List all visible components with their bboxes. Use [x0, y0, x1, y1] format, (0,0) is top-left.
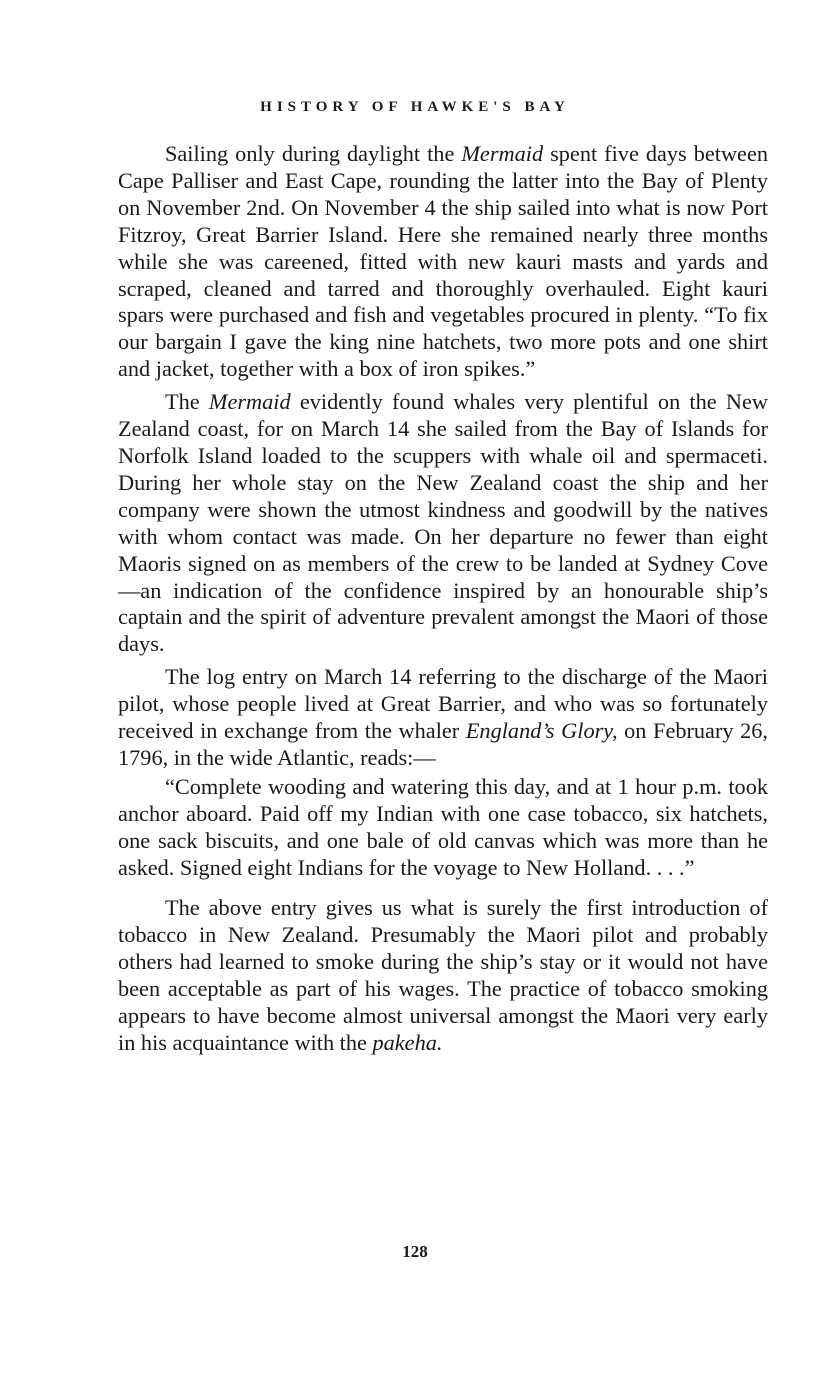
italic-text: pakeha.: [372, 1030, 443, 1055]
text-run: The: [165, 389, 209, 415]
text-run: spent five days between Cape Palliser and East Cape, rounding the latter into the Bay of Plenty on November 2nd. On November 4 the ship sailed into what is now Port Fitzroy, Great Barrier Island. Here she remained nearly three months while she was careened, fitted with new kauri masts and yards and scraped, cleaned and tarred and thoroughly overhauled. Eight kauri spars were purchased and fish and vegetables procured in plenty. “To fix our bargain I gave the king nine hatchets, two more pots and one shirt and jacket, together with a box of iron spikes.”: [118, 141, 768, 382]
text-run: Sailing only during daylight the: [165, 141, 462, 166]
paragraph: [118, 895, 768, 1056]
paragraph: [118, 141, 768, 383]
body-text: [118, 141, 768, 1057]
quoted-log-entry: [118, 774, 768, 882]
page-number: 128: [402, 1242, 428, 1261]
italic-text: Mermaid: [208, 389, 291, 415]
text-run: “Complete wooding and watering this day, and at 1 hour p.m. took anchor aboard. Paid off my Indian with one case tobacco, six hatchets, one sack biscuits, and one bale of old canvas which was more than he asked. Signed eight Indians for the voyage to New Holland. . . .”: [118, 773, 768, 880]
italic-text: England’s Glory,: [465, 718, 618, 744]
text-run: The log entry on March 14 referring to the discharge of the Maori pilot, whose people lived at Great Barrier, and who was so fortunately received in exchange from the whaler: [118, 664, 768, 744]
text-run: on February 26, 1796, in the wide Atlantic, reads:—: [118, 718, 768, 770]
running-head: HISTORY OF HAWKE'S BAY: [260, 99, 570, 115]
paragraph: [118, 664, 768, 772]
paragraph: [118, 389, 768, 658]
italic-text: Mermaid: [461, 141, 544, 166]
text-run: The above entry gives us what is surely the first introduction of tobacco in New Zealand. Presumably the Maori pilot and probably others had learned to smoke during the ship’s stay or it would not have been acceptable as part of his wages. The practice of tobacco smoking appears to have become almost universal amongst the Maori very early in his acquaintance with the: [118, 895, 768, 1055]
text-run: evidently found whales very plentiful on the New Zealand coast, for on March 14 she sailed from the Bay of Islands for Norfolk Island loaded to the scuppers with whale oil and spermaceti. During her whole stay on the New Zealand coast the ship and her company were shown the utmost kindness and goodwill by the natives with whom contact was made. On her departure no fewer than eight Maoris signed on as members of the crew to be landed at Sydney Cove—an indication of the confidence inspired by an honourable ship’s captain and the spirit of adventure prevalent amongst the Maori of those days.: [118, 389, 768, 657]
